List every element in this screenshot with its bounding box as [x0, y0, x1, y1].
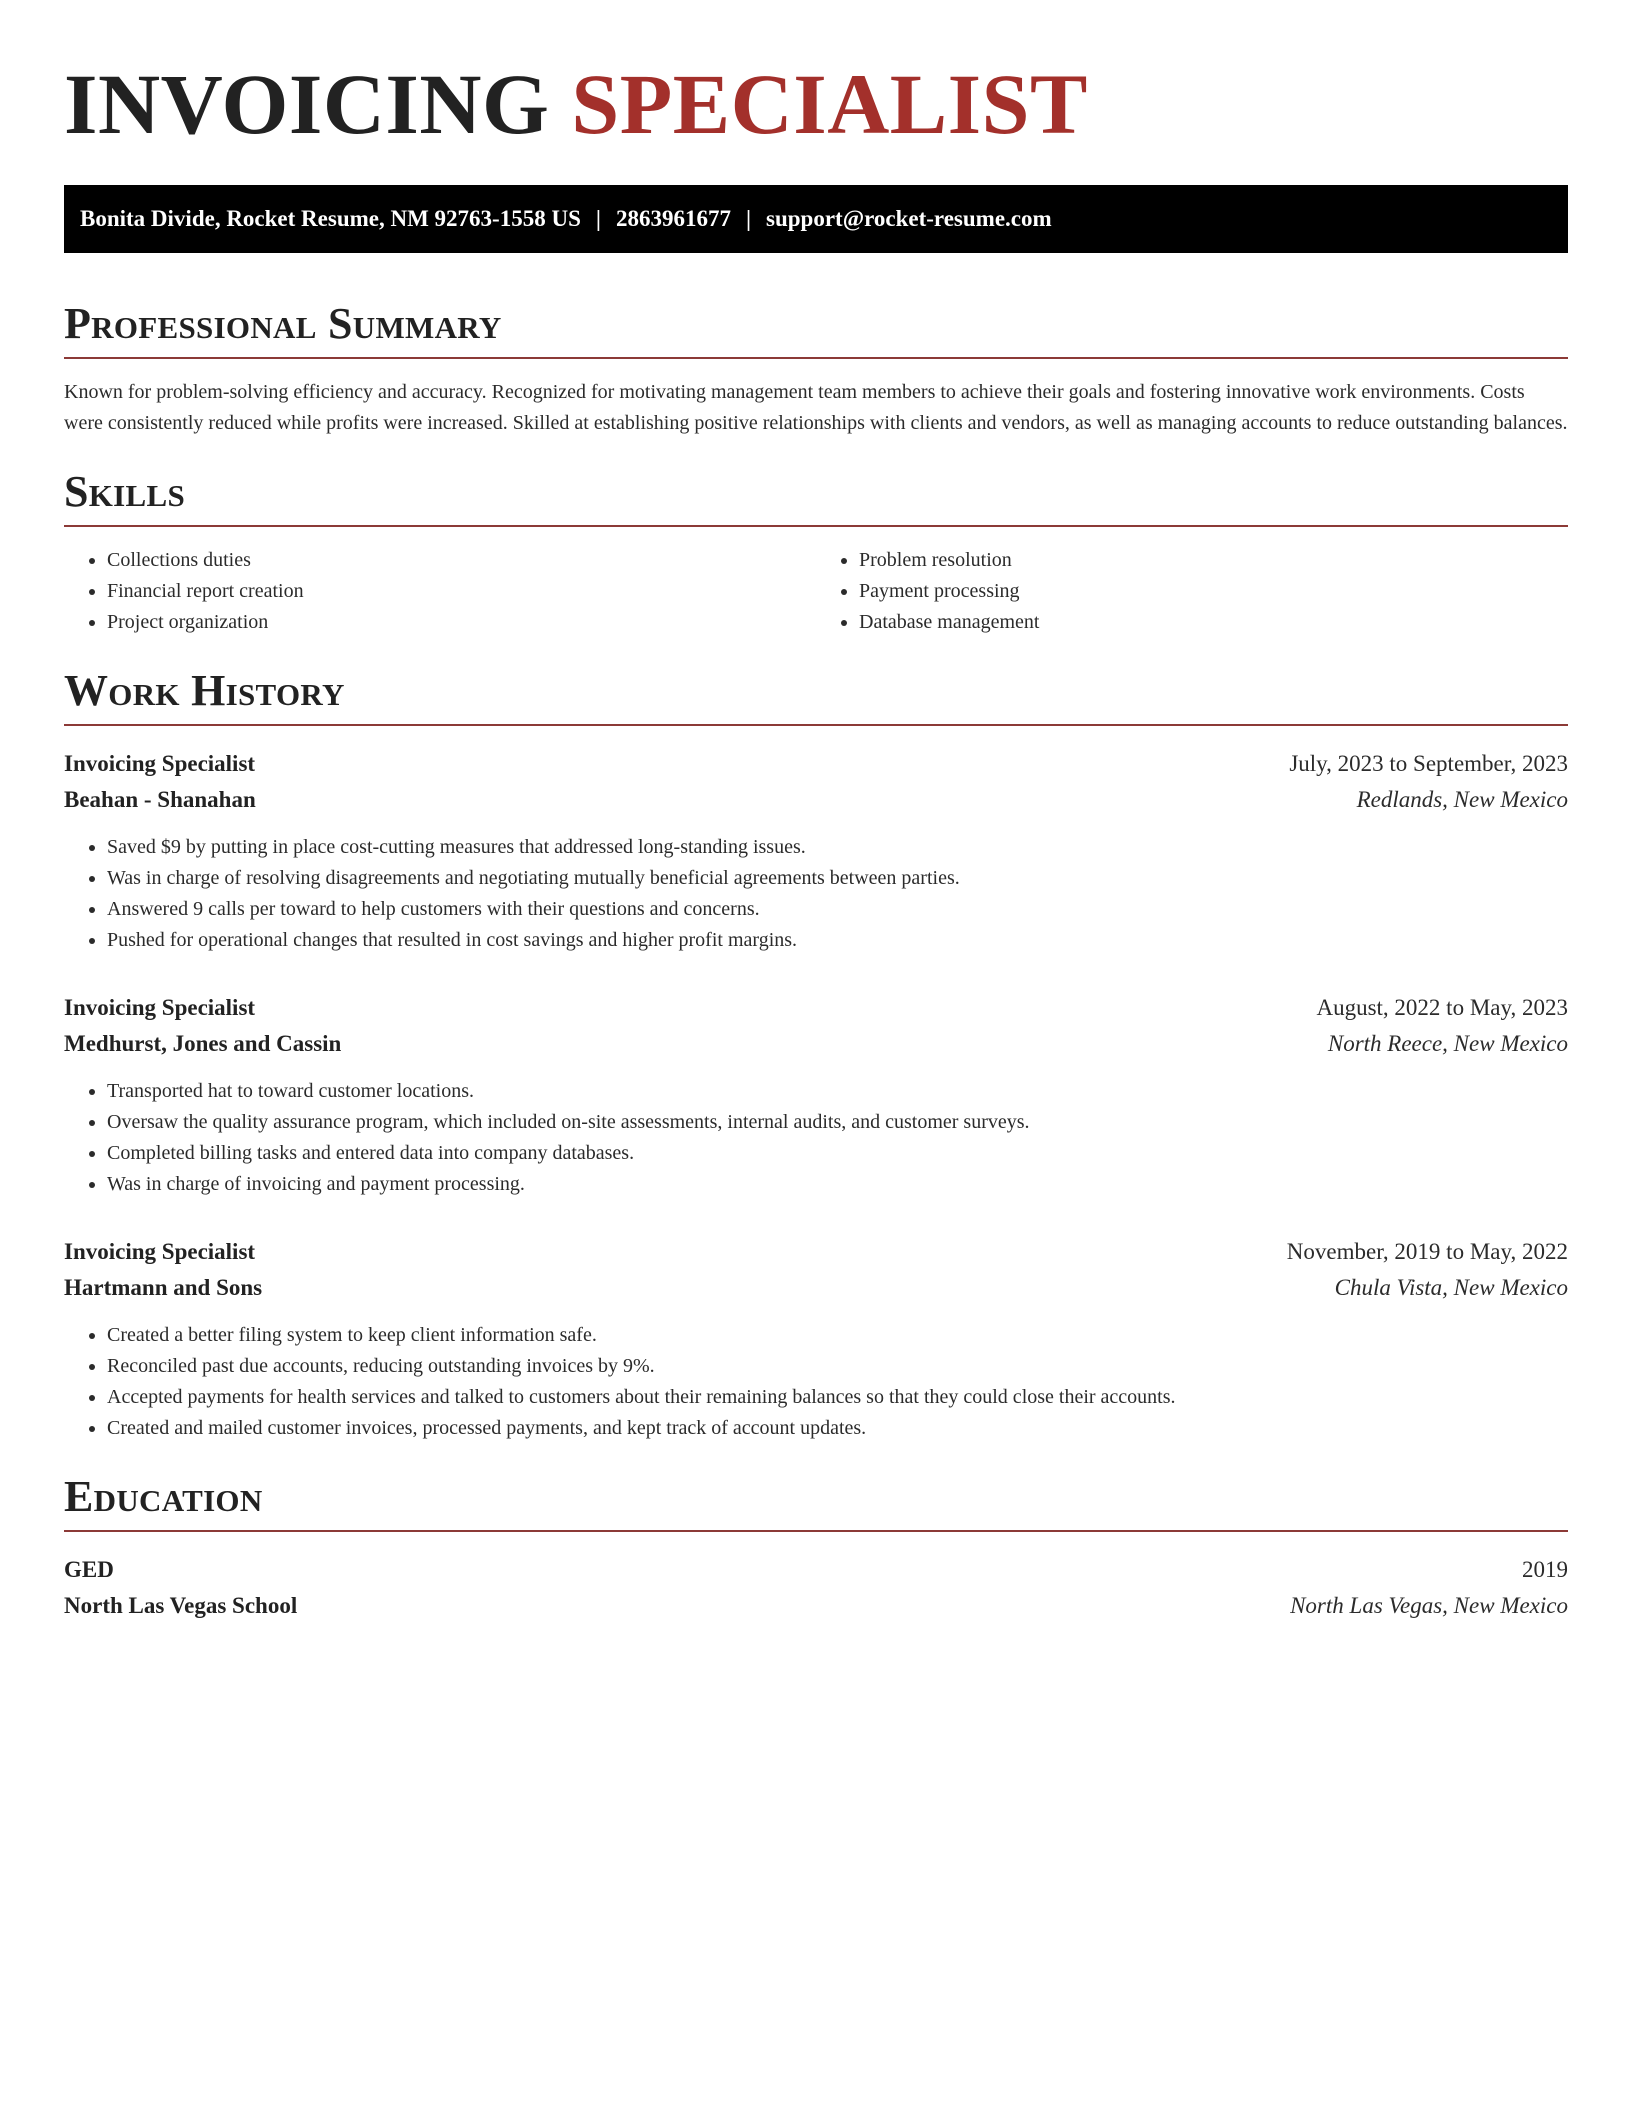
education-entry	[64, 1552, 1568, 1624]
job-bullet: • Was in charge of invoicing and payment processing.	[107, 1169, 1568, 1200]
education-year: 2019	[1522, 1557, 1568, 1582]
job-bullet: • Transported hat to toward customer locations.	[107, 1076, 1568, 1107]
work-history-section	[64, 666, 1568, 1444]
job-company: Hartmann and Sons	[64, 1275, 263, 1300]
section-divider	[64, 1530, 1568, 1532]
contact-phone: 2863961677	[615, 206, 731, 231]
section-divider	[64, 357, 1568, 359]
job-company-row	[64, 1270, 1568, 1306]
skills-column-left	[64, 545, 816, 638]
job-bullet: • Oversaw the quality assurance program, which included on-site assessments, internal audits, and customer surveys.	[107, 1107, 1568, 1138]
job-company-row	[64, 782, 1568, 818]
job-title-row	[64, 990, 1568, 1026]
job-bullet: • Completed billing tasks and entered data into company databases.	[107, 1138, 1568, 1169]
job-entry	[64, 1234, 1568, 1444]
job-title: Invoicing Specialist	[64, 1239, 256, 1264]
skills-list	[64, 545, 1568, 638]
job-bullet: • Created and mailed customer invoices, processed payments, and kept track of account updates.	[107, 1413, 1568, 1444]
job-title-row	[64, 746, 1568, 782]
job-company: Beahan - Shanahan	[64, 787, 256, 812]
job-entry	[64, 746, 1568, 956]
section-divider	[64, 525, 1568, 527]
contact-separator: |	[595, 206, 601, 231]
education-degree: GED	[64, 1557, 114, 1582]
job-bullet: • Pushed for operational changes that resulted in cost savings and higher profit margins.	[107, 925, 1568, 956]
education-degree-row	[64, 1552, 1568, 1588]
resume-title	[64, 58, 1568, 150]
contact-separator: |	[745, 206, 752, 231]
skill-item: • Payment processing	[859, 576, 1568, 607]
skills-section	[64, 467, 1568, 638]
job-bullets	[64, 832, 1568, 956]
education-location: North Las Vegas, New Mexico	[1290, 1593, 1568, 1618]
education-school: North Las Vegas School	[64, 1593, 298, 1618]
contact-bar	[64, 185, 1568, 253]
job-bullet: • Saved $9 by putting in place cost-cutting measures that addressed long-standing issues.	[107, 832, 1568, 863]
title-second-word: SPECIALIST	[571, 56, 1088, 152]
skill-item: • Database management	[859, 607, 1568, 638]
job-location: North Reece, New Mexico	[1327, 1031, 1568, 1056]
job-title-row	[64, 1234, 1568, 1270]
section-heading-skills: Skills	[64, 467, 186, 516]
title-first-word: INVOICING	[64, 56, 550, 152]
section-divider	[64, 724, 1568, 726]
job-bullet: • Was in charge of resolving disagreements and negotiating mutually beneficial agreements between parties.	[107, 863, 1568, 894]
job-dates: July, 2023 to September, 2023	[1289, 751, 1568, 776]
job-bullet: • Accepted payments for health services and talked to customers about their remaining balances so that they could close their accounts.	[107, 1382, 1568, 1413]
education-school-row	[64, 1588, 1568, 1624]
skill-item: • Collections duties	[107, 545, 816, 576]
summary-text: Known for problem-solving efficiency and accuracy. Recognized for motivating management team members to achieve their goals and fostering innovative work environments. Costs were consistently reduced while profits were increased. Skilled at establishing positive relationships with clients and vendors, as well as managing accounts to reduce outstanding balances.	[64, 381, 1568, 434]
section-heading-summary: Professional Summary	[64, 299, 502, 348]
job-bullets	[64, 1320, 1568, 1444]
job-bullet: • Reconciled past due accounts, reducing outstanding invoices by 9%.	[107, 1351, 1568, 1382]
section-heading-education: Education	[64, 1472, 263, 1521]
skill-item: • Problem resolution	[859, 545, 1568, 576]
section-heading-work-history: Work History	[64, 666, 345, 715]
job-company: Medhurst, Jones and Cassin	[64, 1031, 342, 1056]
job-location: Redlands, New Mexico	[1356, 787, 1568, 812]
job-company-row	[64, 1026, 1568, 1062]
contact-email: support@rocket-resume.com	[766, 206, 1052, 231]
job-dates: August, 2022 to May, 2023	[1316, 995, 1568, 1020]
contact-address: Bonita Divide, Rocket Resume, NM 92763-1558 US	[80, 206, 581, 231]
job-entry	[64, 990, 1568, 1200]
job-dates: November, 2019 to May, 2022	[1286, 1239, 1568, 1264]
job-bullet: • Created a better filing system to keep client information safe.	[107, 1320, 1568, 1351]
job-title: Invoicing Specialist	[64, 751, 256, 776]
skill-item: • Project organization	[107, 607, 816, 638]
education-section	[64, 1472, 1568, 1624]
skills-column-right	[816, 545, 1568, 638]
job-bullets	[64, 1076, 1568, 1200]
summary-section	[64, 299, 1568, 439]
job-title: Invoicing Specialist	[64, 995, 256, 1020]
job-location: Chula Vista, New Mexico	[1334, 1275, 1568, 1300]
job-bullet: • Answered 9 calls per toward to help customers with their questions and concerns.	[107, 894, 1568, 925]
skill-item: • Financial report creation	[107, 576, 816, 607]
